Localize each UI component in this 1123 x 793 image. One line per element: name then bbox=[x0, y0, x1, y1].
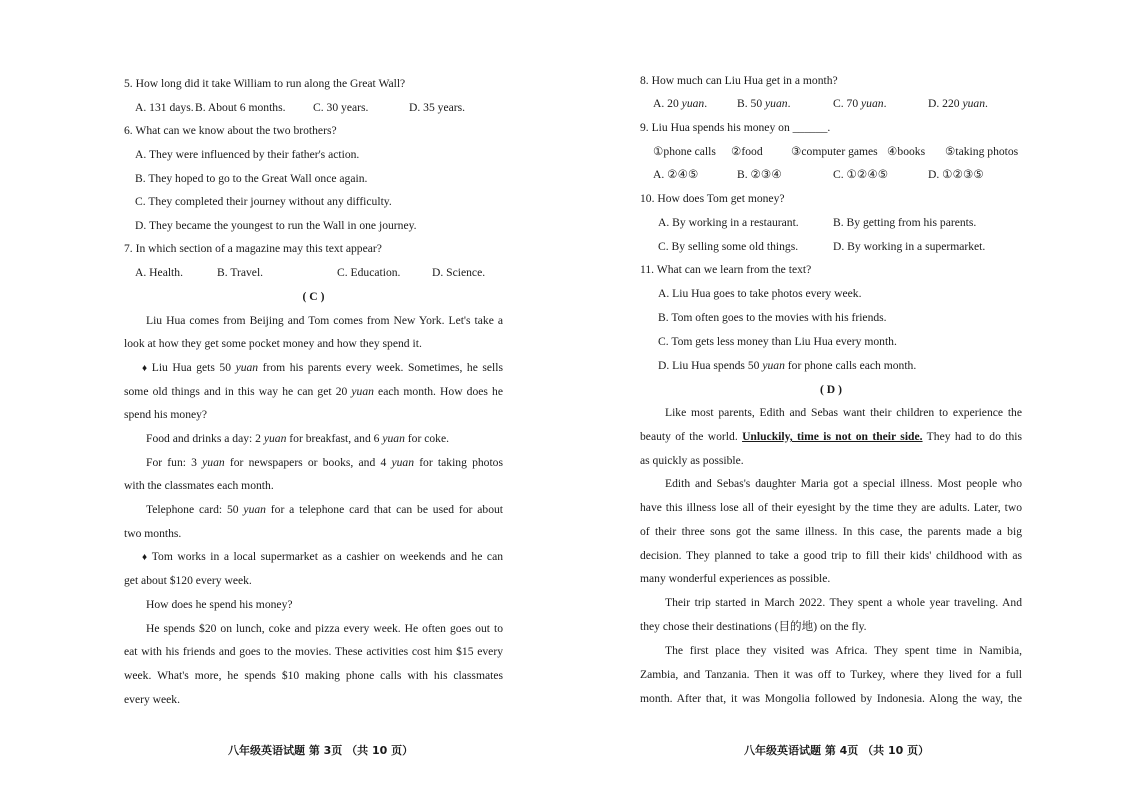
q6-option-d: D. They became the youngest to run the Wall in one journey. bbox=[135, 219, 417, 232]
passage-d-line: month. After that, it was Mongolia followed by Indonesia. Along the way, the bbox=[640, 692, 1022, 705]
q11-option-d: D. Liu Hua spends 50 yuan for phone calls each month. bbox=[658, 359, 917, 372]
q9-option-a: A. ②④⑤ bbox=[653, 168, 699, 181]
passage-d-line: Zambia, and Tanzania. Then it was off to Turkey, where they lived for a full bbox=[640, 668, 1022, 681]
q11-option-a: A. Liu Hua goes to take photos every week. bbox=[658, 287, 862, 300]
q7-option-a: A. Health. bbox=[135, 266, 183, 279]
passage-d-line: of their three sons got the same illness. In this case, the parents made a big bbox=[640, 525, 1022, 538]
question-11-stem: 11. What can we learn from the text? bbox=[640, 263, 812, 276]
q5-option-c: C. 30 years. bbox=[313, 101, 369, 114]
passage-c-line: ♦ Liu Hua gets 50 yuan from his parents every week. Sometimes, he sells bbox=[142, 361, 503, 374]
q9-item-5: ⑤taking photos bbox=[945, 145, 1019, 158]
passage-d-line: they chose their destinations (目的地) on the fly. bbox=[640, 620, 867, 633]
tom-line: ♦ Tom works in a local supermarket as a cashier on weekends and he can bbox=[142, 550, 504, 563]
page-footer: 八年级英语试题 第 3页 （共 10 页） bbox=[228, 744, 414, 757]
passage-c-line: some old things and in this way he can get 20 yuan each month. How does he bbox=[124, 385, 503, 398]
q7-option-b: B. Travel. bbox=[217, 266, 264, 279]
q9-option-c: C. ①②④⑤ bbox=[833, 168, 889, 181]
page-4 bbox=[561, 0, 1123, 793]
q6-option-b: B. They hoped to go to the Great Wall once again. bbox=[135, 172, 368, 185]
q6-option-c: C. They completed their journey without any difficulty. bbox=[135, 195, 392, 208]
q8-option-a: A. 20 yuan. bbox=[653, 97, 708, 110]
passage-d-line: The first place they visited was Africa. They spent time in Namibia, bbox=[665, 644, 1022, 657]
how-line: How does he spend his money? bbox=[146, 598, 293, 611]
spend-line: eat with his friends and goes to the movies. These activities cost him $15 every bbox=[124, 645, 503, 658]
q11-option-c: C. Tom gets less money than Liu Hua every month. bbox=[658, 335, 897, 348]
page-3 bbox=[0, 0, 561, 793]
food-line: Food and drinks a day: 2 yuan for breakfast, and 6 yuan for coke. bbox=[146, 432, 449, 445]
passage-d-line: decision. They planned to take a good trip to fill their kids' childhood with as bbox=[640, 549, 1022, 562]
q9-item-4: ④books bbox=[887, 145, 926, 158]
telephone-line: two months. bbox=[124, 527, 182, 540]
bullet-icon: ♦ bbox=[142, 552, 149, 563]
q9-option-d: D. ①②③⑤ bbox=[928, 168, 984, 181]
fun-line: with the classmates each month. bbox=[124, 479, 274, 492]
q9-item-3: ③computer games bbox=[791, 145, 878, 158]
q5-option-d: D. 35 years. bbox=[409, 101, 466, 114]
spend-line: He spends $20 on lunch, coke and pizza every week. He often goes out to bbox=[146, 622, 503, 635]
fun-line: For fun: 3 yuan for newspapers or books, and 4 yuan for taking photos bbox=[146, 456, 503, 469]
passage-d-line: have this illness lose all of their eyesight by the time they are adults. Later, two bbox=[640, 501, 1022, 514]
q5-option-a: A. 131 days. bbox=[135, 101, 194, 114]
passage-d-line: Their trip started in March 2022. They spent a whole year traveling. And bbox=[665, 596, 1022, 609]
telephone-line: Telephone card: 50 yuan for a telephone card that can be used for about bbox=[146, 503, 504, 516]
passage-d-line: Like most parents, Edith and Sebas want their children to experience the bbox=[665, 406, 1022, 419]
q8-option-c: C. 70 yuan. bbox=[833, 97, 887, 110]
q7-option-c: C. Education. bbox=[337, 266, 401, 279]
q10-option-a: A. By working in a restaurant. bbox=[658, 216, 799, 229]
bullet-icon: ♦ bbox=[142, 363, 149, 374]
passage-d-line: Edith and Sebas's daughter Maria got a special illness. Most people who bbox=[665, 477, 1022, 490]
passage-c-line: spend his money? bbox=[124, 408, 208, 421]
section-c-heading: ( C ) bbox=[302, 290, 325, 303]
question-9-stem: 9. Liu Hua spends his money on ______. bbox=[640, 121, 831, 134]
passage-d-line: as quickly as possible. bbox=[640, 454, 744, 467]
q7-option-d: D. Science. bbox=[432, 266, 486, 279]
q11-option-b: B. Tom often goes to the movies with his friends. bbox=[658, 311, 887, 324]
question-6-stem: 6. What can we know about the two brothers? bbox=[124, 124, 337, 137]
q8-option-b: B. 50 yuan. bbox=[737, 97, 791, 110]
q9-item-2: ②food bbox=[731, 145, 763, 158]
section-d-heading: ( D ) bbox=[820, 383, 842, 396]
q6-option-a: A. They were influenced by their father's action. bbox=[135, 148, 360, 161]
passage-c-line: Liu Hua comes from Beijing and Tom comes from New York. Let's take a bbox=[146, 314, 503, 327]
page-footer: 八年级英语试题 第 4页 （共 10 页） bbox=[744, 744, 930, 757]
q5-option-b: B. About 6 months. bbox=[195, 101, 286, 114]
passage-d-line: many wonderful experiences as possible. bbox=[640, 572, 831, 585]
question-10-stem: 10. How does Tom get money? bbox=[640, 192, 785, 205]
spend-line: every week. bbox=[124, 693, 181, 706]
q8-option-d: D. 220 yuan. bbox=[928, 97, 988, 110]
q10-option-b: B. By getting from his parents. bbox=[833, 216, 977, 229]
question-7-stem: 7. In which section of a magazine may this text appear? bbox=[124, 242, 382, 255]
passage-c-line: look at how they get some pocket money and how they spend it. bbox=[124, 337, 422, 350]
q10-option-d: D. By working in a supermarket. bbox=[833, 240, 986, 253]
passage-d-line: beauty of the world. Unluckily, time is not on their side. They had to do this bbox=[640, 430, 1022, 443]
q9-option-b: B. ②③④ bbox=[737, 168, 782, 181]
q9-item-1: ①phone calls bbox=[653, 145, 716, 158]
q10-option-c: C. By selling some old things. bbox=[658, 240, 799, 253]
question-8-stem: 8. How much can Liu Hua get in a month? bbox=[640, 74, 838, 87]
question-5-stem: 5. How long did it take William to run along the Great Wall? bbox=[124, 77, 406, 90]
tom-line: get about $120 every week. bbox=[124, 574, 252, 587]
underlined-sentence: Unluckily, time is not on their side. bbox=[742, 430, 923, 443]
spend-line: week. What's more, he spends $10 making phone calls with his classmates bbox=[124, 669, 503, 682]
